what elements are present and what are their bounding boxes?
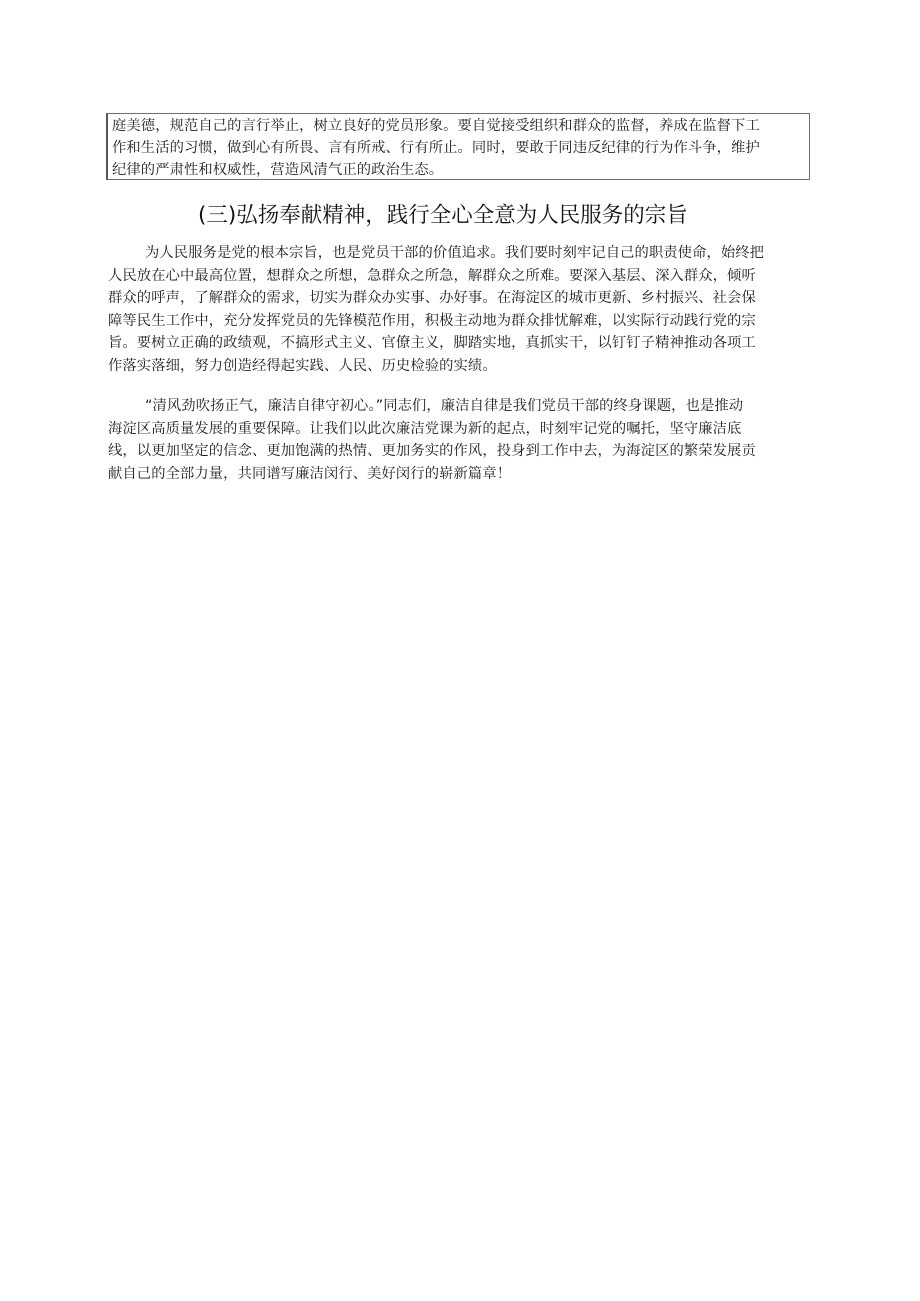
paragraph-line: 为人民服务是党的根本宗旨，也是党员干部的价值追求。我们要时刻牢记自己的职责使命，始终把 <box>145 245 765 261</box>
paragraph-line: 作落实落细，努力创造经得起实践、人民、历史检验的实绩。 <box>108 357 497 374</box>
paragraph-line: “清风劲吹扬正气，廉洁自律守初心。”同志们，廉洁自律是我们党员干部的终身课题，也是推动 <box>145 398 744 414</box>
paragraph-line: 人民放在心中最高位置，想群众之所想，急群众之所急，解群众之所难。要深入基层、深入群众，倾听 <box>108 267 756 284</box>
paragraph-line: 献自己的全部力量，共同谱写廉洁闵行、美好闵行的崭新篇章！ <box>108 465 512 482</box>
boxed-line: 庭美德，规范自己的言行举止，树立良好的党员形象。要自觉接受组织和群众的监督，养成在监督下工 <box>112 118 760 134</box>
section-heading: (三)弘扬奉献精神，践行全心全意为人民服务的宗旨 <box>198 203 688 228</box>
paragraph-line: 障等民生工作中，充分发挥党员的先锋模范作用，积极主动地为群众排忧解难，以实际行动践行党的宗 <box>108 312 756 329</box>
paragraph-service <box>108 242 810 378</box>
boxed-line: 作和生活的习惯，做到心有所畏、言有所戒、行有所止。同时，要敢于同违反纪律的行为作斗争，维护 <box>112 140 760 156</box>
boxed-paragraph <box>106 113 810 180</box>
boxed-line: 纪律的严肃性和权威性，营造风清气正的政治生态。 <box>112 162 444 178</box>
paragraph-line: 群众的呼声，了解群众的需求，切实为群众办实事、办好事。在海淀区的城市更新、乡村振兴、社会保 <box>108 290 756 307</box>
paragraph-line: 海淀区高质量发展的重要保障。让我们以此次廉洁党课为新的起点，时刻牢记党的嘱托，坚守廉洁底 <box>108 420 742 437</box>
paragraph-line: 旨。要树立正确的政绩观，不搞形式主义、官僚主义，脚踏实地，真抓实干，以钉钉子精神推动各项工 <box>108 335 756 352</box>
paragraph-line: 线，以更加坚定的信念、更加饱满的热情、更加务实的作风，投身到工作中去，为海淀区的繁荣发展贡 <box>108 443 756 460</box>
paragraph-conclusion <box>108 395 810 485</box>
